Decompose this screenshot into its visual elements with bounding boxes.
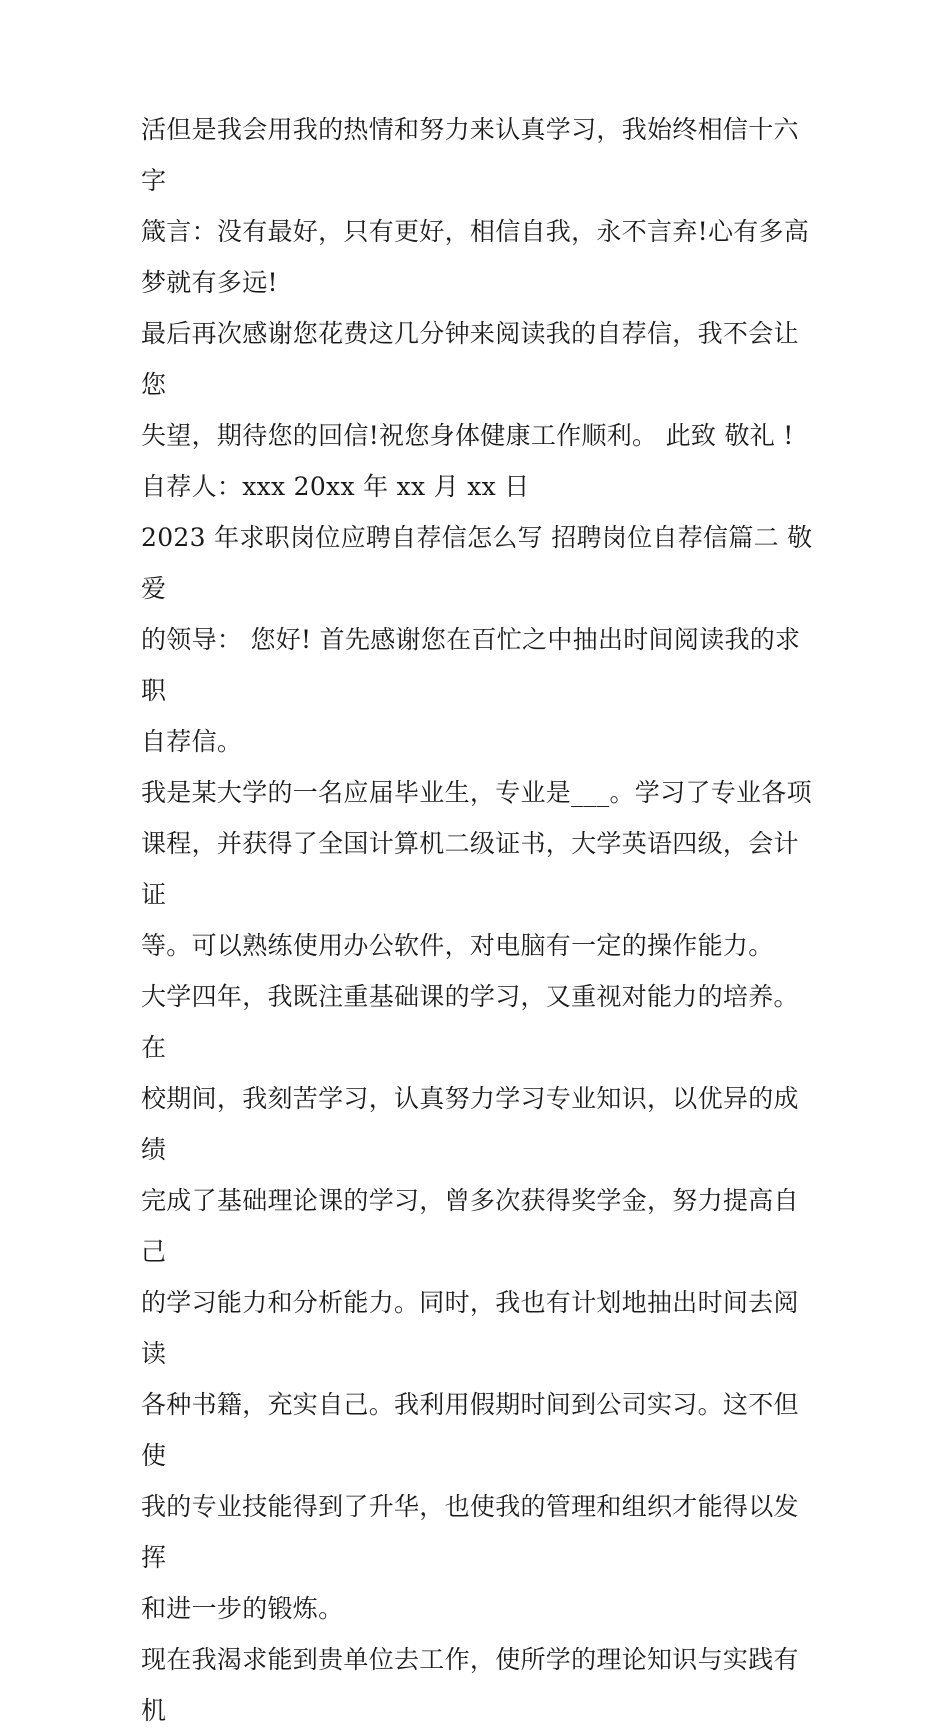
text-line: 完成了基础理论课的学习，曾多次获得奖学金，努力提高自己 (141, 1186, 799, 1266)
text-line: 校期间，我刻苦学习，认真努力学习专业知识，以优异的成绩 (141, 1084, 799, 1164)
paragraph-thanks (141, 308, 821, 461)
text-line: 箴言：没有最好，只有更好，相信自我，永不言弃!心有多高 (141, 217, 810, 246)
text-line: 大学四年，我既注重基础课的学习，又重视对能力的培养。在 (141, 982, 799, 1062)
text-line: 我的专业技能得到了升华，也使我的管理和组织才能得以发挥 (141, 1492, 799, 1572)
paragraph-university-years (141, 971, 821, 1634)
paragraph-second-letter-heading (141, 512, 821, 767)
text-line: 现在我渴求能到贵单位去工作，使所学的理论知识与实践有机 (141, 1645, 799, 1725)
document-body (141, 104, 821, 1736)
text-line: 2023 年求职岗位应聘自荐信怎么写 招聘岗位自荐信篇二 敬爱 (141, 523, 813, 603)
text-line: 梦就有多远! (141, 268, 278, 297)
text-line: 自荐信。 (141, 727, 243, 756)
text-line: 活但是我会用我的热情和努力来认真学习，我始终相信十六字 (141, 115, 799, 195)
text-line: 课程，并获得了全国计算机二级证书，大学英语四级，会计证 (141, 829, 799, 909)
text-line: 最后再次感谢您花费这几分钟来阅读我的自荐信，我不会让您 (141, 319, 799, 399)
text-line: 等。可以熟练使用办公软件，对电脑有一定的操作能力。 (141, 931, 774, 960)
paragraph-signature (141, 461, 821, 512)
paragraph-closing-motto (141, 104, 821, 308)
paragraph-introduction (141, 767, 821, 971)
text-line: 的领导： 您好! 首先感谢您在百忙之中抽出时间阅读我的求职 (141, 625, 801, 705)
text-line: 的学习能力和分析能力。同时，我也有计划地抽出时间去阅读 (141, 1288, 799, 1368)
text-line: 失望，期待您的回信!祝您身体健康工作顺利。 此致 敬礼 ! (141, 421, 794, 450)
text-line: 和进一步的锻炼。 (141, 1594, 344, 1623)
paragraph-aspiration (141, 1634, 821, 1736)
text-line: 各种书籍，充实自己。我利用假期时间到公司实习。这不但使 (141, 1390, 799, 1470)
text-line: 我是某大学的一名应届毕业生，专业是___。学习了专业各项 (141, 778, 812, 807)
text-line: 自荐人：xxx 20xx 年 xx 月 xx 日 (141, 472, 530, 501)
